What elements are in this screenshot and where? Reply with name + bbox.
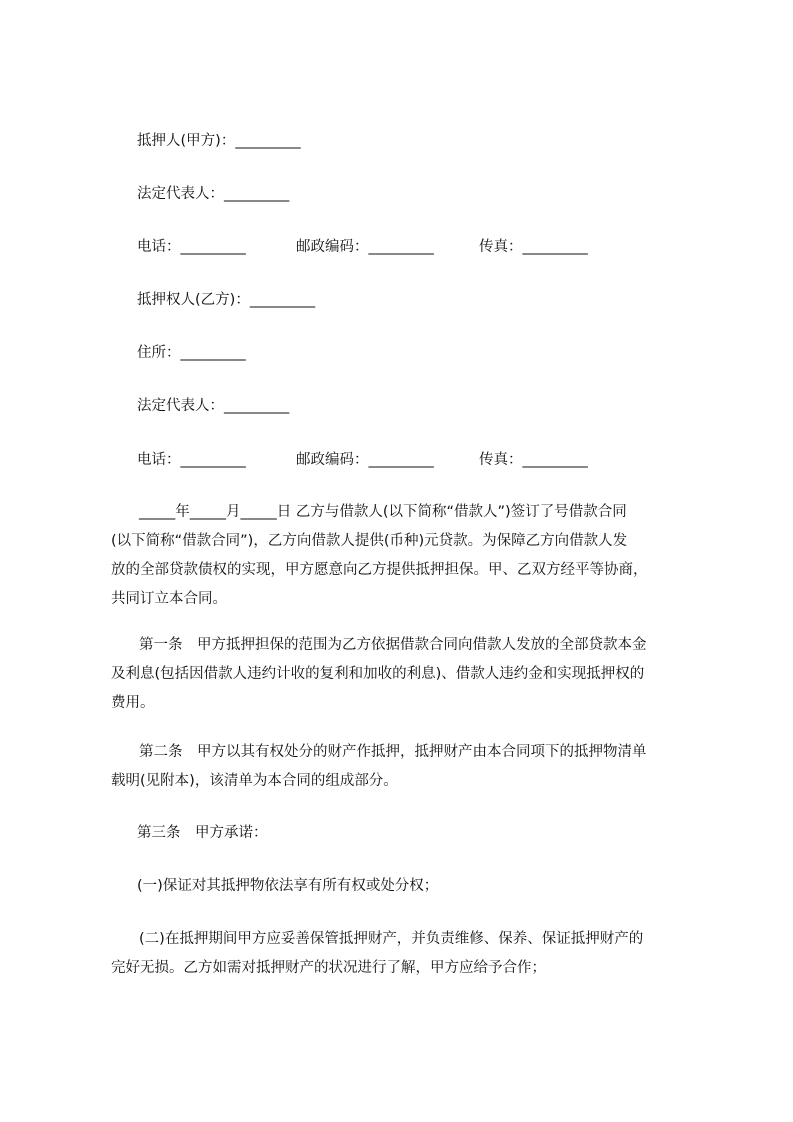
- legal-representative-line-1: 法定代表人：_________: [137, 186, 290, 202]
- intro-line-4: 共同订立本合同。: [111, 591, 227, 607]
- article-2-line-1: 第二条 甲方以其有权处分的财产作抵押，抵押财产由本合同项下的抵押物清单: [139, 744, 647, 760]
- phone-field-2: 电话：_________: [137, 452, 246, 468]
- intro-line-3: 放的全部贷款债权的实现，甲方愿意向乙方提供抵押担保。甲、乙双方经平等协商，: [111, 562, 648, 578]
- intro-line-1: _____年_____月_____日 乙方与借款人(以下简称“借款人”)签订了号借款合同: [139, 504, 627, 520]
- fax-field-1: 传真：_________: [479, 239, 588, 255]
- postal-code-field-1: 邮政编码：_________: [296, 239, 434, 255]
- intro-paragraph: [111, 498, 703, 614]
- article-2-line-2: 载明(见附本)，该清单为本合同的组成部分。: [111, 773, 398, 789]
- article-1-line-2: 及利息(包括因借款人违约计收的复利和加收的利息)、借款人违约金和实现抵押权的: [111, 666, 645, 682]
- article-3-item-2: [111, 925, 703, 983]
- postal-code-field-2: 邮政编码：_________: [296, 452, 434, 468]
- article-1-line-1: 第一条 甲方抵押担保的范围为乙方依据借款合同向借款人发放的全部贷款本金: [139, 637, 647, 653]
- article-3-item-2-line-2: 完好无损。乙方如需对抵押财产的状况进行了解，甲方应给予合作；: [111, 960, 546, 976]
- intro-line-2: (以下简称“借款合同”)，乙方向借款人提供(币种)元贷款。为保障乙方向借款人发: [111, 533, 628, 549]
- article-1-line-3: 费用。: [111, 695, 155, 711]
- article-3-item-1: (一)保证对其抵押物依法享有所有权或处分权；: [137, 878, 439, 894]
- fax-field-2: 传真：_________: [479, 452, 588, 468]
- article-3-title: 第三条 甲方承诺：: [137, 825, 268, 841]
- mortgagor-line: 抵押人(甲方)：_________: [137, 133, 301, 149]
- phone-field-1: 电话：_________: [137, 239, 246, 255]
- article-3-item-2-line-1: (二)在抵押期间甲方应妥善保管抵押财产，并负责维修、保养、保证抵押财产的: [139, 931, 644, 947]
- residence-line: 住所：_________: [137, 345, 246, 361]
- article-2: [111, 738, 703, 796]
- mortgagee-line: 抵押权人(乙方)：_________: [137, 292, 316, 308]
- legal-representative-line-2: 法定代表人：_________: [137, 398, 290, 414]
- article-1: [111, 631, 703, 718]
